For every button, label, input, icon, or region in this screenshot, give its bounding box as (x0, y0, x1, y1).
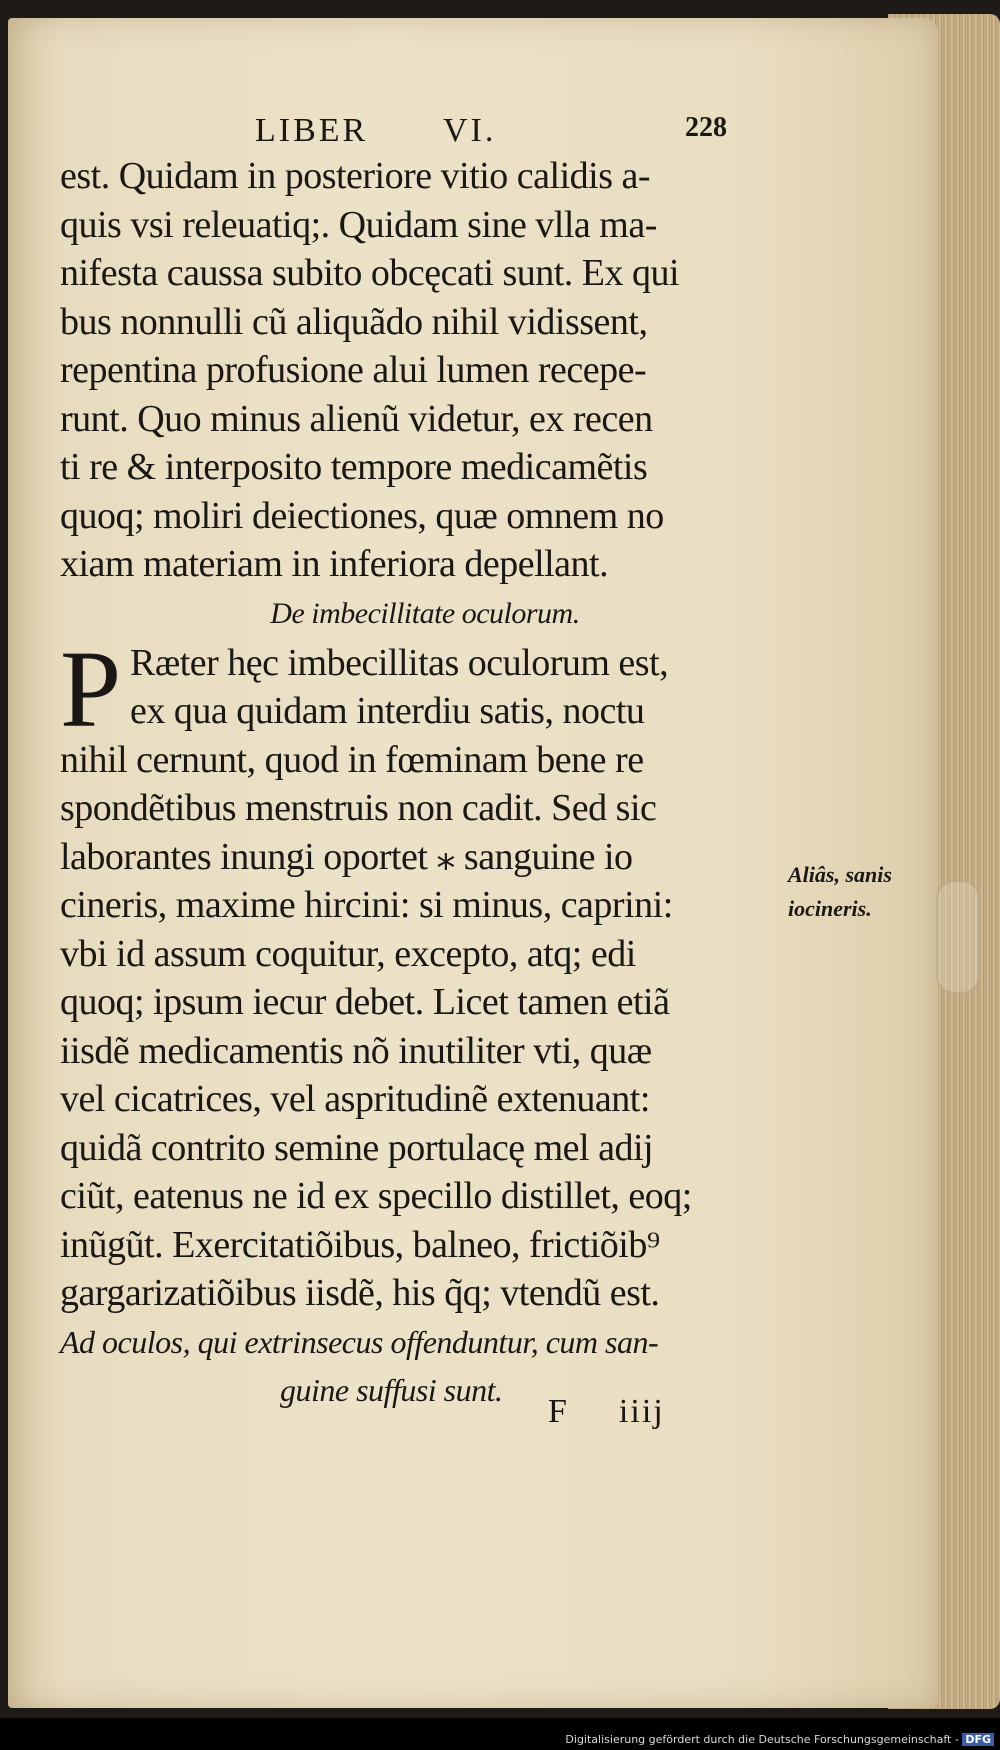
text-line: runt. Quo minus alienũ videtur, ex recen (60, 397, 653, 440)
text-line: xiam materiam in inferiora depellant. (60, 543, 609, 585)
next-heading-line: guine suffusi sunt. (280, 1372, 503, 1408)
signature-mark (548, 1393, 665, 1431)
text-line: ciũt, eatenus ne id ex specillo distillet, eoq; (60, 1175, 692, 1217)
running-header (0, 108, 1000, 158)
text-line: repentina profusione alui lumen recepe- (60, 349, 647, 391)
text-line: iisdẽ medicamentis nõ inutiliter vti, quæ (60, 1029, 652, 1072)
body-text (60, 152, 750, 1415)
dfg-logo: DFG (962, 1733, 994, 1746)
text-line: quis vsi releuatiq;. Quidam sine vlla ma- (60, 203, 657, 246)
text-line: vel cicatrices, vel aspritudinẽ extenuant: (60, 1078, 650, 1120)
signature-letter: F (548, 1393, 569, 1430)
credit-text: Digitalisierung gefördert durch die Deutsche Forschungsgemeinschaft - (565, 1733, 959, 1746)
next-heading-line: Ad oculos, qui extrinsecus offenduntur, cum san- (60, 1323, 659, 1360)
text-line: est. Quidam in posteriore vitio calidis a- (60, 155, 651, 197)
margin-note-line: Aliâs, sanis (788, 862, 892, 887)
text-line: quidã contrito semine portulacę mel adij (60, 1126, 654, 1169)
text-line: quoq; moliri deiectiones, quæ omnem no (60, 494, 664, 537)
text-line: ti re & interposito tempore medicamẽtis (60, 446, 648, 488)
margin-note-line: iocineris. (788, 896, 872, 921)
text-line: laborantes inungi oportet ⁎ sanguine io (60, 835, 633, 878)
header-liber: LIBER (255, 112, 369, 149)
text-line: spondẽtibus menstruis non cadit. Sed sic (60, 787, 657, 829)
text-line: gargarizatiõibus iisdẽ, his q̃q; vtendũ est. (60, 1272, 660, 1314)
text-line: nifesta caussa subito obcęcati sunt. Ex qui (60, 252, 680, 294)
text-line: nihil cernunt, quod in fœminam bene re (60, 738, 644, 781)
text-line: vbi id assum coquitur, excepto, atq; edi (60, 932, 636, 975)
text-line: Ræter hęc imbecillitas oculorum est, (130, 641, 669, 684)
text-line: inũgũt. Exercitatiõibus, balneo, frictiõib⁹ (60, 1223, 660, 1266)
initial-letter: P (60, 627, 122, 750)
text-line: bus nonnulli cũ aliquãdo nihil vidissent, (60, 300, 648, 343)
digitization-credit (565, 1733, 994, 1746)
folio-number: 228 (685, 112, 727, 143)
text-line: ex qua quidam interdiu satis, noctu (130, 690, 645, 732)
margin-note (788, 858, 898, 926)
section-paragraph (60, 627, 750, 1318)
section-heading: De imbecillitate oculorum. (270, 596, 580, 630)
footer-strip (0, 1718, 1000, 1750)
thumb-mark (936, 880, 980, 994)
header-book-number: VI. (443, 112, 497, 149)
text-line: quoq; ipsum iecur debet. Licet tamen etiã (60, 981, 670, 1023)
signature-number: iiij (618, 1393, 665, 1430)
text-line: cineris, maxime hircini: si minus, caprini: (60, 884, 673, 926)
